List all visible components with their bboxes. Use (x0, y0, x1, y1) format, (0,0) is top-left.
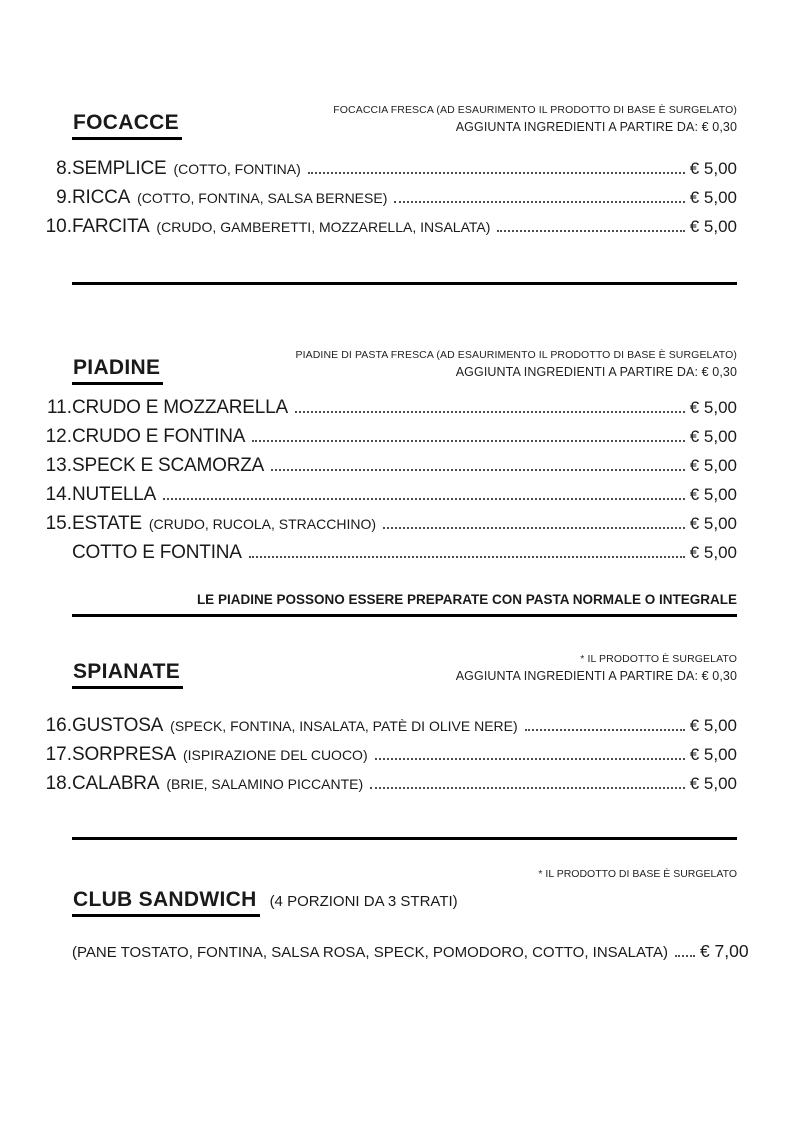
item-ingredients: (PANE TOSTATO, FONTINA, SALSA ROSA, SPECK, POMODORO, COTTO, INSALATA) (72, 944, 668, 961)
item-price: € 5,00 (689, 716, 737, 735)
section-title: PIADINE (72, 356, 163, 385)
menu-item-row (44, 426, 737, 448)
dot-leader (525, 729, 685, 731)
item-number: 12. (45, 426, 72, 447)
item-list (45, 158, 737, 238)
section-divider (72, 614, 737, 617)
item-price: € 5,00 (689, 188, 737, 207)
item-price: € 5,00 (689, 456, 737, 475)
dot-leader (252, 440, 684, 442)
item-number: 18. (45, 773, 72, 794)
section-header (72, 104, 737, 134)
menu-item-row (44, 455, 737, 477)
section-note-line1: * IL PRODOTTO È SURGELATO (580, 653, 737, 665)
item-number: 11. (46, 397, 72, 418)
dot-leader (163, 498, 685, 500)
item-ingredients: (COTTO, FONTINA) (173, 161, 301, 177)
section-title-detail: (4 PORZIONI DA 3 STRATI) (269, 893, 458, 910)
item-number: 17. (45, 744, 72, 765)
dot-leader (370, 787, 685, 789)
item-name: SPECK E SCAMORZA (72, 455, 265, 476)
section-note-line2: AGGIUNTA INGREDIENTI A PARTIRE DA: € 0,30 (455, 669, 737, 683)
item-number: 9. (56, 187, 72, 208)
item-number: 10. (45, 216, 72, 237)
section-notes (456, 653, 737, 683)
section-spianate (45, 653, 737, 795)
item-ingredients: (COTTO, FONTINA, SALSA BERNESE) (137, 190, 388, 206)
section-header (72, 349, 737, 379)
dot-leader (497, 230, 684, 232)
dot-leader (295, 411, 685, 413)
item-price: € 5,00 (689, 774, 737, 793)
item-ingredients: (CRUDO, RUCOLA, STRACCHINO) (148, 516, 377, 532)
item-name: FARCITA (72, 216, 150, 237)
dot-leader (249, 556, 685, 558)
section-note-line1: FOCACCIA FRESCA (AD ESAURIMENTO IL PRODOTTO DI BASE È SURGELATO) (333, 104, 737, 116)
item-name: RICCA (72, 187, 131, 208)
dot-leader (394, 201, 684, 203)
item-name: SEMPLICE (72, 158, 167, 179)
section-divider (72, 837, 737, 840)
menu-item-row (44, 513, 737, 535)
item-ingredients: (BRIE, SALAMINO PICCANTE) (166, 776, 364, 792)
item-ingredients: (SPECK, FONTINA, INSALATA, PATÈ DI OLIVE NERE) (170, 718, 518, 734)
dot-leader (675, 955, 695, 957)
item-number: 13. (45, 455, 72, 476)
item-number: 8. (56, 158, 72, 179)
item-list (45, 397, 737, 564)
item-price: € 5,00 (689, 514, 737, 533)
section-title: CLUB SANDWICH (72, 888, 260, 917)
item-price: € 5,00 (689, 217, 737, 236)
menu-item-row (44, 773, 737, 795)
item-number: 16. (45, 715, 72, 736)
item-price: € 5,00 (689, 485, 737, 504)
item-price: € 5,00 (689, 427, 737, 446)
section-notes (296, 349, 737, 379)
dot-leader (308, 172, 685, 174)
section-piadine (45, 349, 737, 607)
item-name: COTTO E FONTINA (72, 542, 242, 563)
pasta-type-note: LE PIADINE POSSONO ESSERE PREPARATE CON PASTA NORMALE O INTEGRALE (196, 592, 737, 607)
section-note-line2: AGGIUNTA INGREDIENTI A PARTIRE DA: € 0,30 (455, 120, 737, 134)
item-price: € 5,00 (689, 543, 737, 562)
item-price: € 5,00 (689, 745, 737, 764)
section-header (72, 888, 737, 917)
item-name: GUSTOSA (72, 715, 164, 736)
item-name: CALABRA (72, 773, 160, 794)
item-price: € 5,00 (689, 398, 737, 417)
dot-leader (375, 758, 685, 760)
item-name: CRUDO E FONTINA (72, 426, 246, 447)
menu-item-row (44, 542, 737, 564)
section-title: SPIANATE (72, 660, 183, 689)
section-note-line1: * IL PRODOTTO DI BASE È SURGELATO (538, 868, 737, 880)
section-note-line1: PIADINE DI PASTA FRESCA (AD ESAURIMENTO IL PRODOTTO DI BASE È SURGELATO) (295, 349, 737, 361)
item-name: NUTELLA (72, 484, 157, 505)
item-price: € 7,00 (699, 941, 749, 961)
item-name: ESTATE (72, 513, 142, 534)
menu-item-row (44, 715, 737, 737)
menu-item-row (44, 744, 737, 766)
item-name: CRUDO E MOZZARELLA (72, 397, 288, 418)
dot-leader (383, 527, 685, 529)
section-header (72, 653, 737, 683)
item-list (45, 715, 737, 795)
item-number: 14. (45, 484, 72, 505)
menu-item-row (44, 397, 737, 419)
item-number: 15. (45, 513, 72, 534)
section-notes (333, 104, 737, 134)
menu-item-row (72, 941, 749, 962)
section-club-sandwich (72, 868, 749, 962)
item-name: SORPRESA (72, 744, 176, 765)
section-title: FOCACCE (72, 111, 182, 140)
menu-item-row (44, 187, 737, 209)
menu-item-row (44, 484, 737, 506)
item-ingredients: (CRUDO, GAMBERETTI, MOZZARELLA, INSALATA) (156, 219, 491, 235)
menu-item-row (44, 216, 737, 238)
menu-item-row (44, 158, 737, 180)
section-note-line2: AGGIUNTA INGREDIENTI A PARTIRE DA: € 0,30 (455, 365, 737, 379)
item-price: € 5,00 (689, 159, 737, 178)
section-focacce (45, 104, 737, 238)
item-ingredients: (ISPIRAZIONE DEL CUOCO) (183, 747, 368, 763)
dot-leader (271, 469, 685, 471)
section-divider (72, 282, 737, 285)
